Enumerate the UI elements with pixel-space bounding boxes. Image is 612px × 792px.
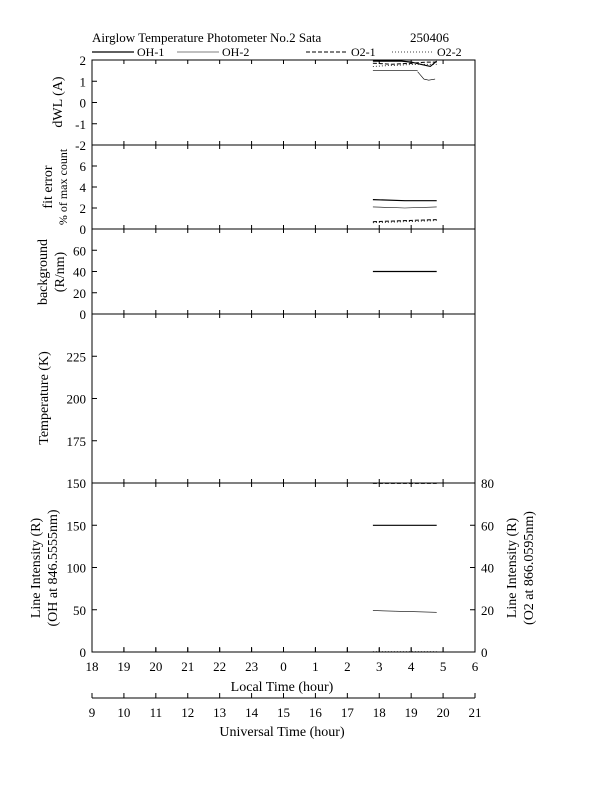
- dwl-ytick-label: -2: [75, 138, 86, 153]
- universal-time-tick-label: 19: [404, 705, 418, 720]
- local-time-tick-label: 20: [149, 659, 163, 674]
- intensity-ytick-right-label: 0: [481, 645, 488, 660]
- universal-time-tick-label: 17: [340, 705, 354, 720]
- local-time-tick-label: 21: [181, 659, 195, 674]
- background-ytick-label: 0: [79, 307, 86, 322]
- background-ytick-label: 20: [73, 285, 86, 301]
- figure-title: Airglow Temperature Photometer No.2 Sata: [92, 30, 322, 45]
- temperature-ytick-label: 200: [66, 391, 86, 407]
- universal-time-tick-label: 20: [436, 705, 450, 720]
- universal-time-tick-label: 9: [88, 705, 96, 720]
- figure-date: 250406: [410, 30, 449, 45]
- fiterror-ytick-label: 6: [79, 159, 86, 174]
- temperature-panel: [67, 314, 476, 491]
- fiterror-ylabel-2: % of max count: [56, 148, 70, 226]
- intensity-ytick-right-label: 40: [481, 560, 494, 576]
- intensity-series-oh-2: [373, 611, 437, 613]
- background-ylabel-2: (R/nm): [53, 251, 68, 293]
- local-time-label: Local Time (hour): [230, 680, 334, 695]
- temperature-frame: [92, 314, 475, 483]
- legend: [92, 45, 462, 59]
- local-time-tick-label: 23: [245, 659, 259, 674]
- fiterror-series-oh-2: [373, 207, 437, 208]
- temperature-ytick-label: 150: [66, 476, 86, 491]
- universal-time-tick-label: 21: [468, 705, 482, 720]
- intensity-ytick-right-label: 20: [481, 602, 494, 618]
- dwl-series-oh-2: [418, 72, 436, 81]
- local-time-tick-label: 4: [407, 659, 415, 674]
- intensity-ytick-label: 50: [73, 602, 86, 618]
- universal-time-tick-label: 12: [181, 705, 195, 720]
- local-time-tick-label: 22: [213, 659, 227, 674]
- intensity-ylabel-1: Line Intensity (R): [29, 517, 44, 619]
- intensity-ytick-right-label: 60: [481, 518, 494, 534]
- fiterror-ytick-label: 2: [79, 201, 86, 216]
- universal-time-tick-label: 15: [277, 705, 290, 720]
- local-time-tick-label: 1: [312, 659, 319, 674]
- universal-time-tick-label: 16: [308, 705, 322, 720]
- local-time-tick-label: 6: [471, 659, 479, 674]
- dwl-ytick-label: 0: [79, 95, 86, 111]
- local-time-axis: [86, 647, 479, 674]
- fiterror-ytick-label: 0: [79, 222, 86, 237]
- background-panel: [73, 229, 475, 322]
- intensity-ylabel-right-2: (O2 at 866.0595nm): [522, 511, 537, 625]
- universal-time-axis: [89, 693, 482, 720]
- fiterror-ylabel-1: fit error: [41, 165, 56, 209]
- dwl-frame: [92, 60, 475, 145]
- dwl-ytick-label: 1: [79, 74, 86, 90]
- dwl-ylabel: dWL (A): [51, 76, 66, 128]
- dwl-panel: [75, 53, 475, 153]
- intensity-ytick-label: 150: [66, 518, 86, 534]
- background-ylabel-1: background: [36, 238, 51, 306]
- fiterror-frame: [92, 145, 475, 229]
- temperature-ylabel: Temperature (K): [37, 351, 52, 445]
- dwl-ytick-label: 2: [79, 53, 86, 68]
- temperature-ytick-label: 225: [66, 349, 86, 365]
- fiterror-series-oh-1: [373, 200, 437, 201]
- universal-time-tick-label: 10: [117, 705, 131, 720]
- intensity-frame: [92, 483, 475, 652]
- intensity-ytick-right-label: 80: [481, 476, 494, 491]
- local-time-tick-label: 18: [85, 659, 99, 674]
- intensity-ytick-label: 0: [79, 645, 86, 660]
- local-time-tick-label: 5: [439, 659, 447, 674]
- legend-label-o21: O2-1: [351, 45, 376, 59]
- local-time-tick-label: 3: [376, 659, 383, 674]
- local-time-tick-label: 2: [344, 659, 351, 674]
- temperature-ytick-label: 175: [66, 433, 86, 449]
- intensity-ylabel-right-1: Line Intensity (R): [505, 517, 520, 619]
- legend-label-oh1: OH-1: [137, 45, 165, 59]
- universal-time-label: Universal Time (hour): [219, 725, 345, 740]
- background-ytick-label: 60: [73, 243, 86, 259]
- legend-label-oh2: OH-2: [222, 45, 250, 59]
- local-time-tick-label: 19: [117, 659, 131, 674]
- fiterror-panel: [80, 145, 476, 237]
- local-time-tick-label: 0: [280, 659, 287, 674]
- legend-label-o22: O2-2: [437, 45, 462, 59]
- universal-time-tick-label: 13: [213, 705, 227, 720]
- background-ytick-label: 40: [73, 264, 86, 280]
- universal-time-tick-label: 14: [245, 705, 259, 720]
- universal-time-tick-label: 18: [372, 705, 386, 720]
- intensity-panel: [67, 476, 495, 660]
- universal-time-tick-label: 11: [149, 705, 163, 720]
- panels: [67, 53, 495, 660]
- intensity-ytick-label: 100: [66, 560, 86, 576]
- dwl-ytick-label: -1: [75, 116, 86, 132]
- fiterror-ytick-label: 4: [79, 180, 86, 195]
- intensity-ylabel-2: (OH at 846.5555nm): [46, 509, 61, 627]
